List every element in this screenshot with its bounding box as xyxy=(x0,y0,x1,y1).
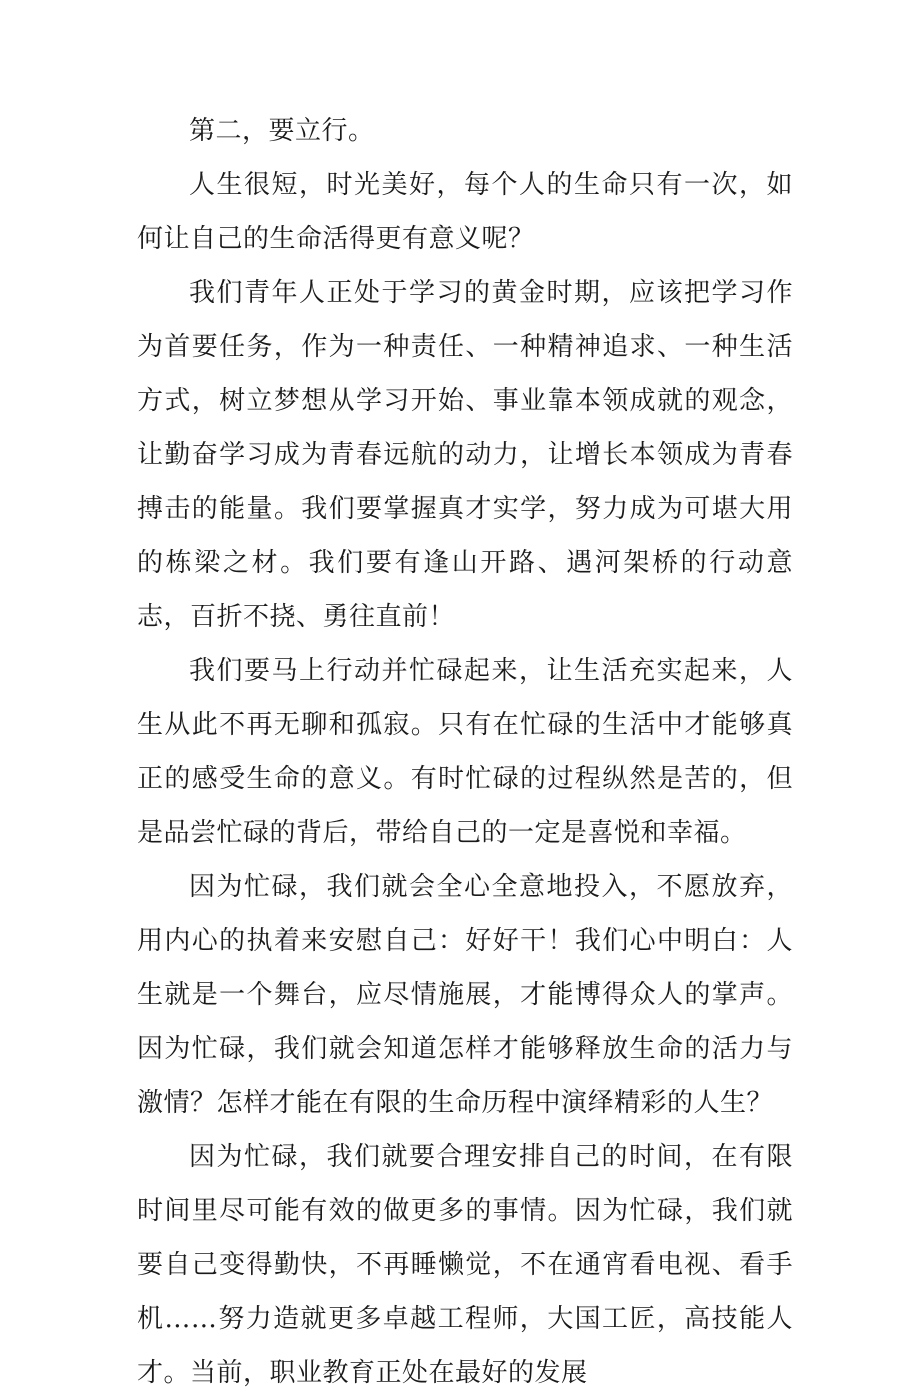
paragraph-2: 人生很短，时光美好，每个人的生命只有一次，如何让自己的生命活得更有意义呢？ xyxy=(137,170,793,254)
paragraph-6: 因为忙碌，我们就要合理安排自己的时间，在有限时间里尽可能有效的做更多的事情。因为忙碌，我们就要自己变得勤快，不再睡懒觉，不在通宵看电视、看手机……努力造就更多卓越工程师，大国工匠，高技能人才。当前，职业教育正处在最好的发展 xyxy=(137,1142,793,1388)
paragraph-5: 因为忙碌，我们就会全心全意地投入，不愿放弃，用内心的执着来安慰自己：好好干！我们心中明白：人生就是一个舞台，应尽情施展，才能博得众人的掌声。因为忙碌，我们就会知道怎样才能够释放生命的活力与激情？怎样才能在有限的生命历程中演绎精彩的人生？ xyxy=(137,872,793,1118)
document-body xyxy=(137,104,793,1400)
paragraph-1: 第二，要立行。 xyxy=(189,116,375,146)
paragraph-4: 我们要马上行动并忙碌起来，让生活充实起来，人生从此不再无聊和孤寂。只有在忙碌的生活中才能够真正的感受生命的意义。有时忙碌的过程纵然是苦的，但是品尝忙碌的背后，带给自己的一定是喜悦和幸福。 xyxy=(137,656,793,848)
paragraph-3: 我们青年人正处于学习的黄金时期，应该把学习作为首要任务，作为一种责任、一种精神追求、一种生活方式，树立梦想从学习开始、事业靠本领成就的观念，让勤奋学习成为青春远航的动力，让增长本领成为青春搏击的能量。我们要掌握真才实学，努力成为可堪大用的栋梁之材。我们要有逢山开路、遇河架桥的行动意志，百折不挠、勇往直前！ xyxy=(137,278,793,632)
